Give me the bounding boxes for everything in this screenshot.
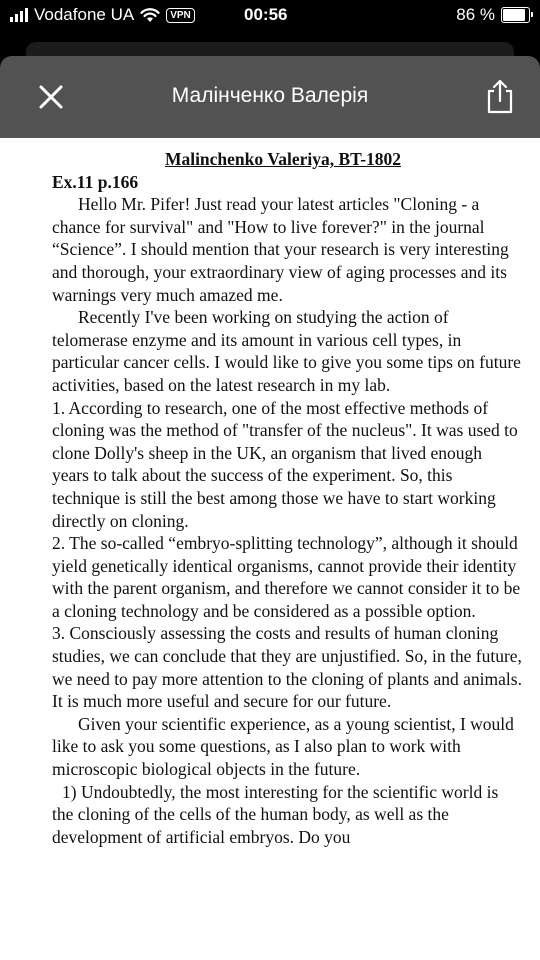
page-title: Малінченко Валерія [171,84,369,107]
document-view[interactable] [0,138,540,960]
preview-header [0,56,540,138]
list-item: 1) Undoubtedly, the most interesting for the scientific world is the cloning of the cells of the human body, as well as the development of artificial embryos. Do you [52,781,499,847]
signal-icon [10,8,28,22]
document-subtitle: Ex.11 p.166 [52,171,139,192]
paragraph: Hello Mr. Pifer! Just read your latest articles "Cloning - a chance for survival" and "How to live forever?" in the journal “Science”. I should mention that your research is very interesting and thorough, your extraordinary view of aging processes and its warnings very much amazed me. [52,194,509,305]
battery-icon [501,7,530,23]
list-item: 3. Consciously assessing the costs and results of human cloning studies, we can conclude that they are unjustified. So, in the future, we need to pay more attention to the cloning of plants and animals. It is much more useful and secure for our future. [52,623,522,712]
list-item: 1. According to research, one of the most effective methods of cloning was the method of "transfer of the nucleus". It was used to clone Dolly's sheep in the UK, an organism that lived enough years to talk about the success of the experiment. So, this technique is still the best among those we have to start working directly on cloning. [52,397,518,531]
share-icon[interactable] [484,78,516,114]
status-time: 00:56 [244,5,288,24]
status-left [10,5,195,25]
vpn-badge: VPN [166,8,195,23]
battery-fill [503,9,525,21]
document-title: Malinchenko Valeriya, BT-1802 [164,149,402,169]
wifi-icon [140,7,160,23]
paragraph: Recently I've been working on studying the action of telomerase enzyme and its amount in various cell types, in particular cancer cells. I would like to give you some tips on future activities, based on the latest research in my lab. [52,307,521,395]
status-right [456,5,530,25]
status-bar [0,0,540,32]
list-item: 2. The so-called “embryo-splitting technology”, although it should yield genetically identical organisms, cannot provide their identity with the parent organism, and therefore we cannot consider it to be a cloning technology and be considered as a possible option. [52,533,521,621]
document-page [0,138,540,848]
carrier-label: Vodafone UA [34,5,135,24]
paragraph: Given your scientific experience, as a young scientist, I would like to ask you some questions, as I also plan to work with microscopic biological objects in the future. [52,713,514,780]
battery-percent: 86 % [456,5,495,24]
